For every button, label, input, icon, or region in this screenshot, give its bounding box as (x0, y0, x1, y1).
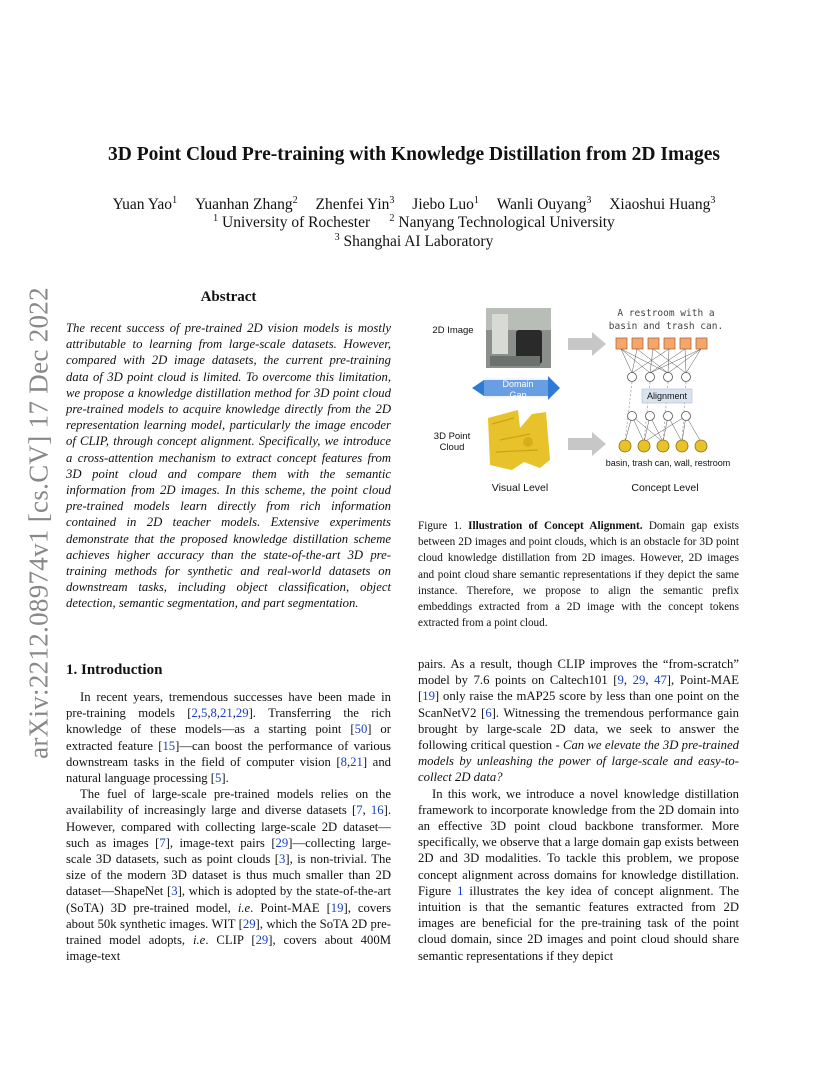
figure-link[interactable]: 1 (457, 883, 464, 898)
author: Wanli Ouyang$^3$ (496, 195, 592, 213)
intro-column-left (66, 689, 391, 964)
citation-link[interactable]: 29 (235, 706, 249, 721)
author: Yuanhan Zhang$^2$ (194, 195, 298, 213)
citation-link[interactable]: 19 (330, 900, 344, 915)
citation-link[interactable]: 8 (340, 754, 347, 769)
text-concept-nodes (628, 373, 691, 382)
citation-link[interactable]: 15 (162, 738, 176, 753)
citation-link[interactable]: 16 (370, 803, 384, 818)
label-3d-point-cloud: 3D Point Cloud (433, 431, 471, 453)
paragraph: pairs. As a result, though CLIP improves the “from-scratch” model by 7.6 points on Caltech101 [9, 29, 47], Point-MAE [19] only raise the mAP25 score by less than one point on the ScanNetV2 [6]. Witnessing the tremendous performance gain brought by large-scale 2D data, we seek to answer the following critical question - Can we elevate the 3D pre-trained models by unleashing the power of large-scale and easy-to-collect 2D data? (418, 657, 739, 785)
paragraph: In recent years, tremendous successes have been made in pre-training models [2,5,8,21,29]. Transferring the rich knowledge of these models—as a starting point [50] or extracted feature [15]—can boost the performance of various downstream tasks in the field of computer vision [8,21] and natural language processing [5]. (66, 690, 392, 786)
author-list (60, 196, 768, 214)
network-edges (621, 349, 701, 373)
figure-concept-alignment (420, 300, 740, 505)
citation-link[interactable]: 9 (617, 673, 624, 688)
label-concept-level: Concept Level (631, 482, 699, 494)
label-2d-image: 2D Image (432, 325, 474, 336)
citation-link[interactable]: 29 (255, 933, 269, 948)
arxiv-identifier: arXiv:2212.08974v1 [cs.CV] 17 Dec 2022 (23, 286, 54, 759)
citation-link[interactable]: 29 (242, 916, 256, 931)
citation-link[interactable]: 21 (220, 706, 233, 721)
citation-link[interactable]: 29 (632, 673, 646, 688)
citation-link[interactable]: 7 (159, 835, 166, 850)
citation-link[interactable]: 6 (485, 705, 492, 720)
section-heading: 1. Introduction (66, 662, 163, 678)
figure-caption: Figure 1. Illustration of Concept Alignment. Domain gap exists between 2D images and point clouds, which is an obstacle for 3D point cloud knowledge distillation from 2D images. However, 2D images and point cloud share semantic representations if they depict the same instance. Therefore, we propose to align the semantic prefix embeddings extracted from a 2D image with the concept tokens extracted from a point cloud. (418, 520, 739, 630)
citation-link[interactable]: 29 (275, 835, 289, 850)
label-alignment: Alignment (646, 391, 688, 401)
citation-link[interactable]: 5 (215, 771, 222, 786)
paragraph: In this work, we introduce a novel knowledge distillation framework to incorporate knowledge from the 2D domain into an effective 3D point cloud backbone transformer. More specifically, we observe that a large domain gap exists between 2D and 3D modalities. To tackle this problem, we propose concept alignment across domains for knowledge distillation. Figure 1 illustrates the key idea of concept alignment. The intuition is that the semantic features extracted from 2D images are beneficial for the pre-training task of the point cloud domain, since 2D images and point cloud should share semantic representations if they depict (418, 786, 739, 963)
citation-link[interactable]: 19 (422, 689, 435, 704)
citation-link[interactable]: 8 (210, 706, 217, 721)
abstract-heading: Abstract (200, 289, 257, 305)
paragraph: The fuel of large-scale pre-trained models relies on the availability of increasingly large and diverse datasets [7, 16]. However, compared with collecting large-scale 2D dataset—such as images [7], image-text pairs [29]—collecting large-scale 3D datasets, such as point clouds [3], is non-trivial. The size of the modern 3D dataset is thus much smaller than 2D dataset—ShapeNet [3], which is adopted by the state-of-the-art (SoTA) 3D pre-trained model, i.e. Point-MAE [19], covers about 50k synthetic images. WIT [29], which the SoTA 2D pre-trained model adopts, i.e. CLIP [29], covers about 400M image-text (66, 787, 392, 964)
label-visual-level: Visual Level (491, 482, 549, 494)
citation-link[interactable]: 47 (654, 673, 667, 688)
author: Zhenfei Yin$^3$ (315, 195, 395, 213)
affiliation-line: $^3$ Shanghai AI Laboratory (334, 232, 494, 250)
text-tokens (616, 338, 707, 349)
arrow-right-icon (568, 332, 606, 356)
citation-link[interactable]: 21 (350, 754, 363, 769)
restroom-photo (486, 308, 551, 368)
affiliation-line: $^1$ University of Rochester $^2$ Nanyang Technological University (213, 213, 615, 231)
text-prompt: A restroom with a basin and trash can. (608, 308, 724, 332)
label-concepts: basin, trash can, wall, restroom (605, 458, 731, 468)
citation-link[interactable]: 3 (279, 852, 286, 867)
citation-link[interactable]: 7 (356, 803, 363, 818)
concept-tokens (619, 440, 707, 452)
intro-column-right (418, 656, 739, 964)
citation-link[interactable]: 5 (201, 706, 208, 721)
citation-link[interactable]: 2 (191, 706, 198, 721)
paper-title: 3D Point Cloud Pre-training with Knowledge Distillation from 2D Images (108, 144, 720, 165)
author: Xiaoshui Huang$^3$ (609, 195, 716, 213)
citation-link[interactable]: 50 (354, 722, 368, 737)
label-domain-gap: Domain Gap (502, 379, 534, 400)
citation-link[interactable]: 3 (171, 884, 178, 899)
point-cloud-image (488, 410, 550, 470)
abstract-text: The recent success of pre-trained 2D vision models is mostly attributable to learning from large-scale datasets. However, compared with 2D image datasets, the current pre-training data of 3D point cloud is limited. To overcome this limitation, we propose a knowledge distillation method for 3D point cloud pre-trained models to acquire knowledge directly from the 2D representation learning model, particularly the image encoder of CLIP, through concept alignment. Specifically, we introduce a cross-attention mechanism to extract concept features from 3D point cloud and compare them with the semantic information from 2D images. In this scheme, the point cloud pre-trained models learn directly from rich information contained in 2D teacher models. Extensive experiments demonstrate that the proposed knowledge distillation scheme achieves higher accuracy than the state-of-the-art 3D pre-training methods for synthetic and real-world datasets on downstream tasks, including object classification, object detection, semantic segmentation, and part segmentation. (66, 321, 391, 611)
author: Jiebo Luo$^1$ (412, 195, 479, 213)
author: Yuan Yao$^1$ (112, 195, 178, 213)
arrow-right-icon (568, 432, 606, 456)
